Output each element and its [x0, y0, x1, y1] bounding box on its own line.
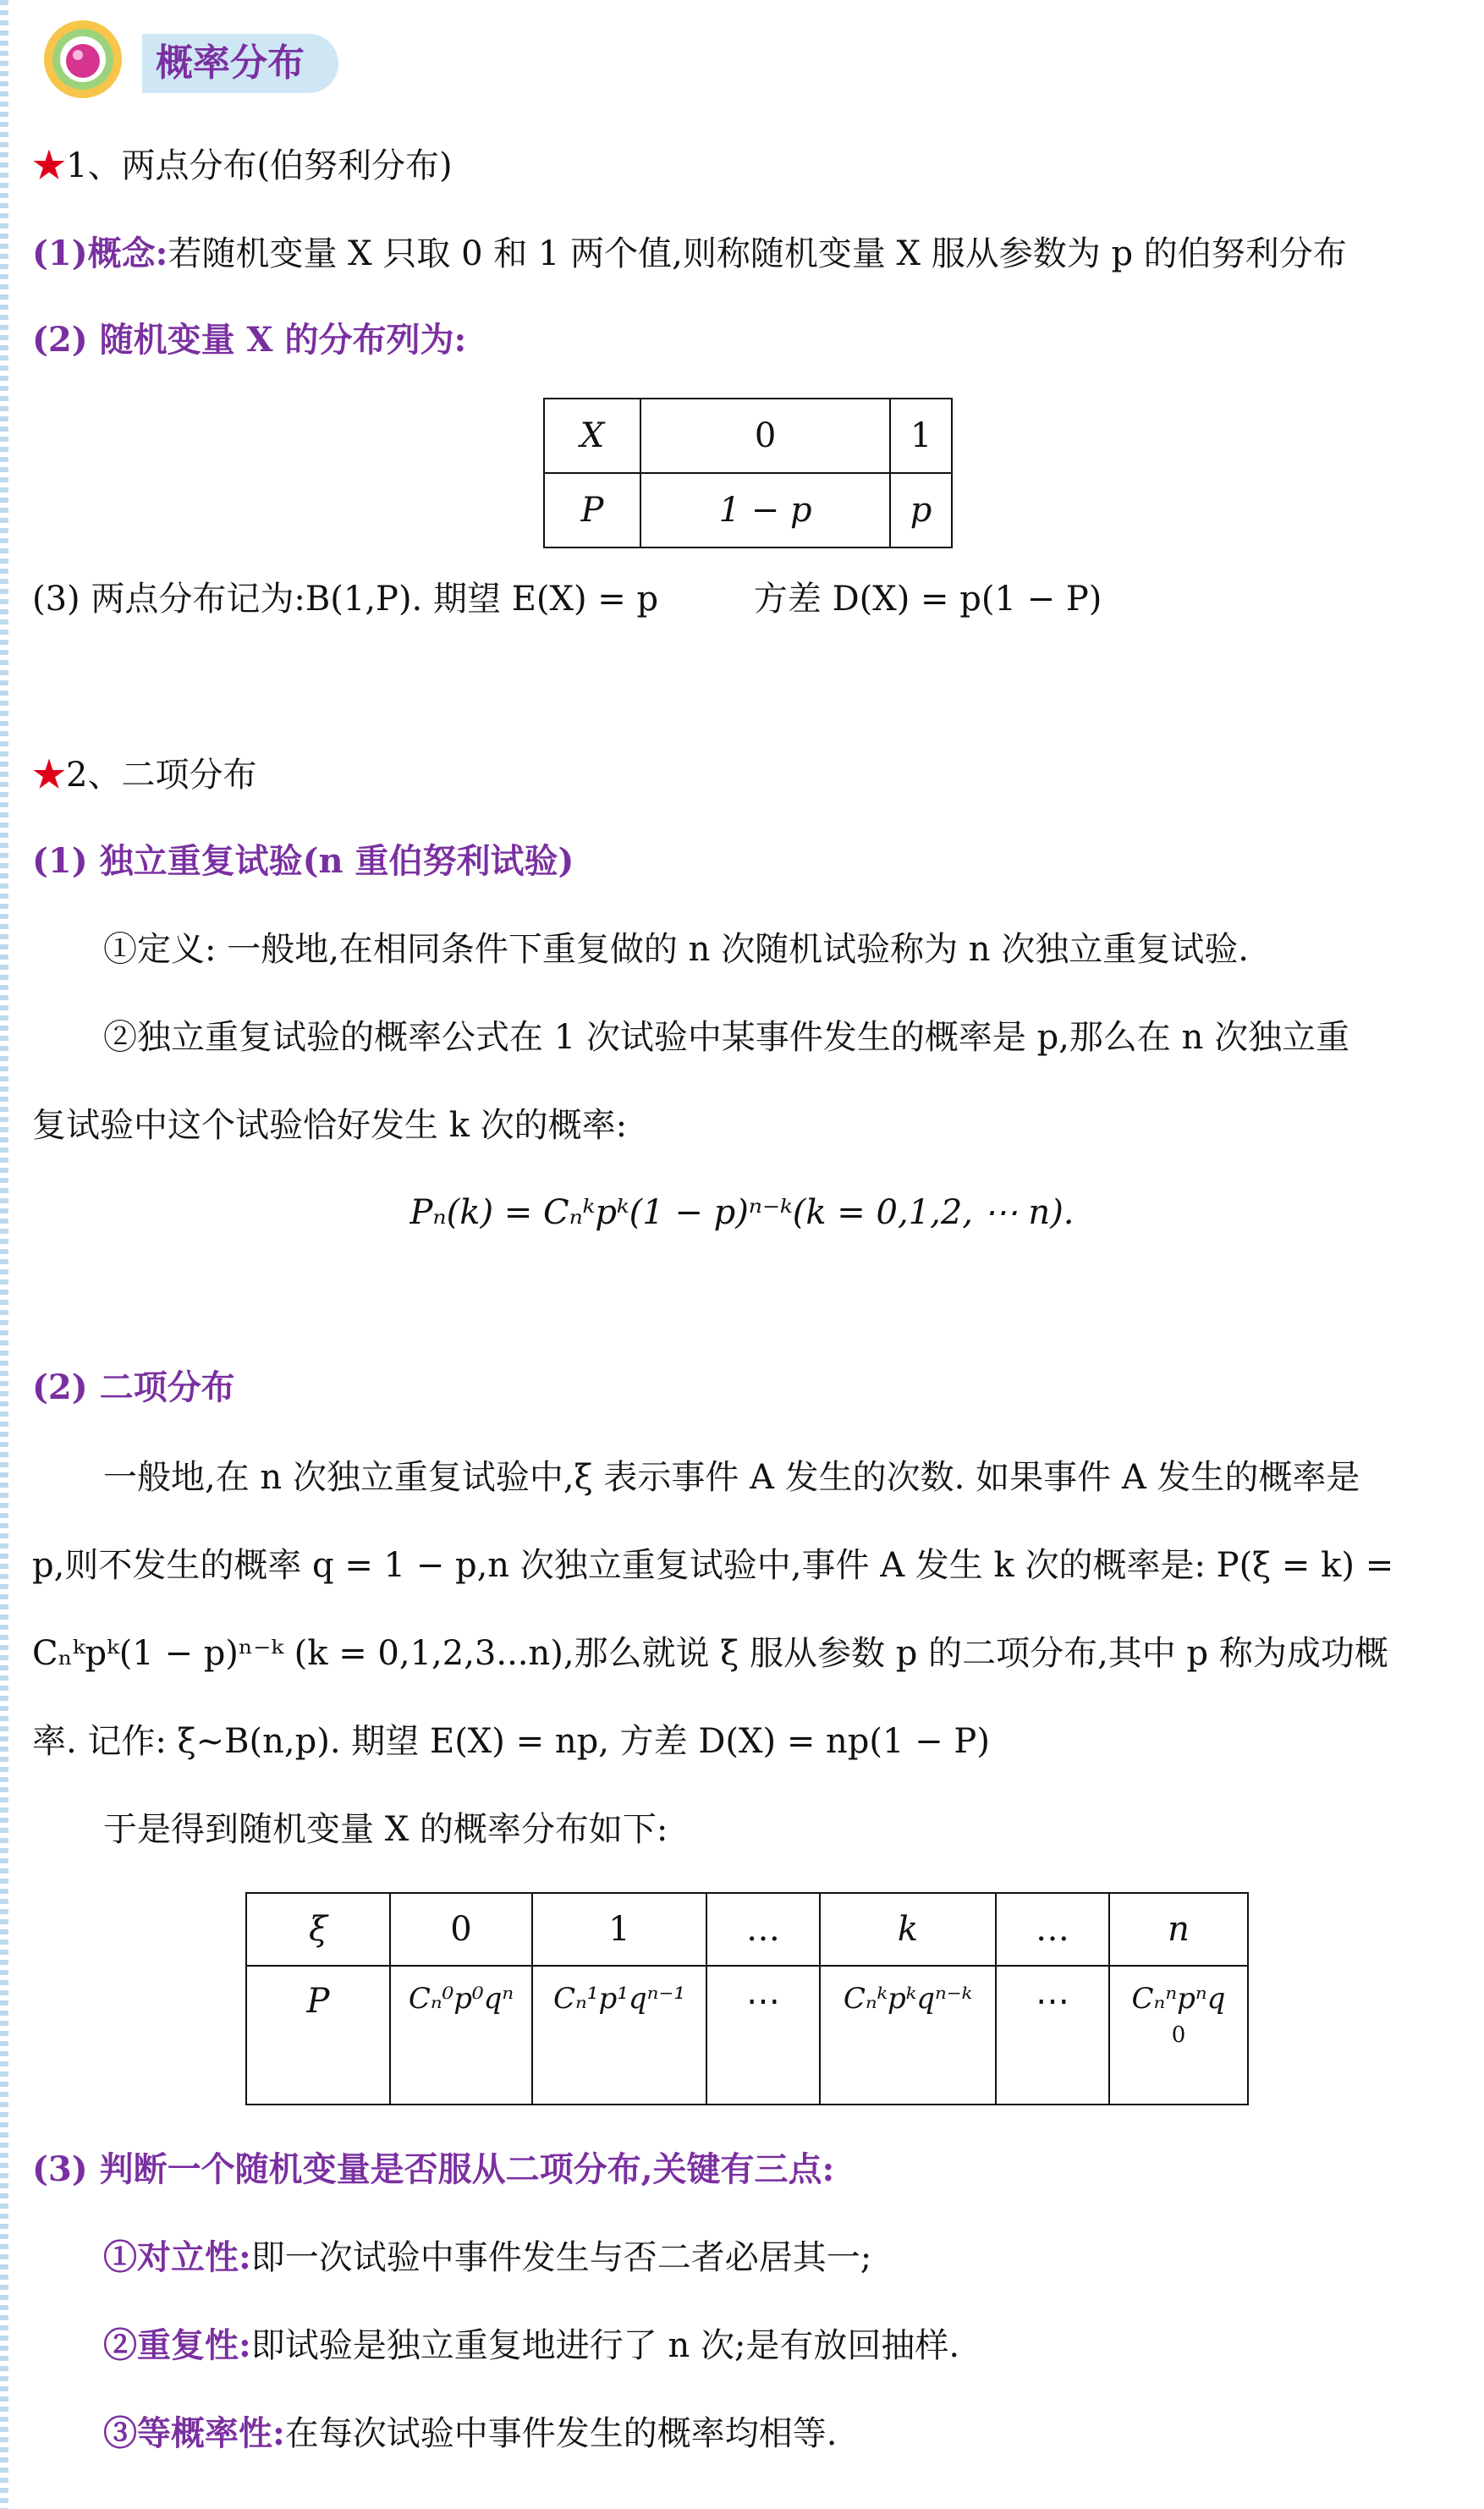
binomial-para-line1: 一般地,在 n 次独立重复试验中,ξ 表示事件 A 发生的次数. 如果事件 A 发生的概率是 [103, 1458, 1360, 1497]
criterion-1: ①对立性:即一次试验中事件发生与否二者必居其一; [103, 2237, 872, 2277]
table-cell: … [706, 1893, 820, 1966]
binomial-para-line3: Cₙᵏpᵏ(1 − p)ⁿ⁻ᵏ (k = 0,1,2,3...n),那么就说 ξ 服从参数 p 的二项分布,其中 p 称为成功概 [32, 1634, 1388, 1673]
binomial-para-line2: p,则不发生的概率 q = 1 − p,n 次独立重复试验中,事件 A 发生 k 次的概率是: P(ξ = k) = [32, 1546, 1394, 1585]
star-icon: ★ [32, 146, 66, 185]
table-cell: k [820, 1893, 996, 1966]
bernoulli-summary: (3) 两点分布记为:B(1,P). 期望 E(X) = p 方差 D(X) = p(1 − P) [32, 580, 1102, 619]
independent-trials-label: (1) 独立重复试验(n 重伯努利试验) [32, 841, 574, 881]
page-title: 概率分布 [142, 34, 338, 93]
star-icon: ★ [32, 756, 66, 795]
table-cell: … [996, 1893, 1109, 1966]
title-logo-icon [41, 17, 125, 102]
criterion-3: ③等概率性:在每次试验中事件发生的概率均相等. [103, 2413, 838, 2453]
table-cell: 1 − p [640, 473, 890, 547]
binomial-formula: Pₙ(k) = Cₙᵏpᵏ(1 − p)ⁿ⁻ᵏ(k = 0,1,2, ⋯ n). [409, 1193, 1075, 1232]
left-decor-strip [0, 0, 8, 2509]
table-cell: p [890, 473, 952, 547]
table-cell: 0 [640, 399, 890, 473]
table-cell: ξ [246, 1893, 390, 1966]
table-cell: ⋯ [996, 1966, 1109, 2105]
distribution-label: (2) 随机变量 X 的分布列为: [32, 320, 467, 360]
binomial-table [245, 1892, 1249, 2105]
criterion-2: ②重复性:即试验是独立重复地进行了 n 次;是有放回抽样. [103, 2325, 960, 2365]
section1-heading: ★1、两点分布(伯努利分布) [32, 146, 453, 185]
bernoulli-table [543, 398, 953, 548]
table-cell: Cₙⁿpⁿq 0 [1109, 1966, 1248, 2105]
formula-intro-line1: ②独立重复试验的概率公式在 1 次试验中某事件发生的概率是 p,那么在 n 次独立重 [103, 1018, 1350, 1057]
table-cell: 1 [532, 1893, 706, 1966]
definition-line: ①定义: 一般地,在相同条件下重复做的 n 次随机试验称为 n 次独立重复试验. [103, 930, 1250, 969]
table-cell: P [246, 1966, 390, 2105]
table-cell: Cₙ¹p¹qⁿ⁻¹ [532, 1966, 706, 2105]
section2-heading: ★2、二项分布 [32, 756, 257, 795]
binomial-para-line5: 于是得到随机变量 X 的概率分布如下: [103, 1810, 668, 1849]
table-cell: Cₙᵏpᵏqⁿ⁻ᵏ [820, 1966, 996, 2105]
table-cell: X [544, 399, 640, 473]
table-cell: 0 [390, 1893, 532, 1966]
table-cell: n [1109, 1893, 1248, 1966]
table-cell: P [544, 473, 640, 547]
table-cell: 1 [890, 399, 952, 473]
binomial-label: (2) 二项分布 [32, 1367, 235, 1407]
table-cell: Cₙ⁰p⁰qⁿ [390, 1966, 532, 2105]
concept-line: (1)概念:若随机变量 X 只取 0 和 1 两个值,则称随机变量 X 服从参数为 p 的伯努利分布 [32, 234, 1347, 273]
criteria-label: (3) 判断一个随机变量是否服从二项分布,关键有三点: [32, 2149, 835, 2189]
table-cell: ⋯ [706, 1966, 820, 2105]
formula-intro-line2: 复试验中这个试验恰好发生 k 次的概率: [32, 1106, 628, 1145]
binomial-para-line4: 率. 记作: ξ~B(n,p). 期望 E(X) = np, 方差 D(X) = np(1 − P) [32, 1722, 990, 1761]
